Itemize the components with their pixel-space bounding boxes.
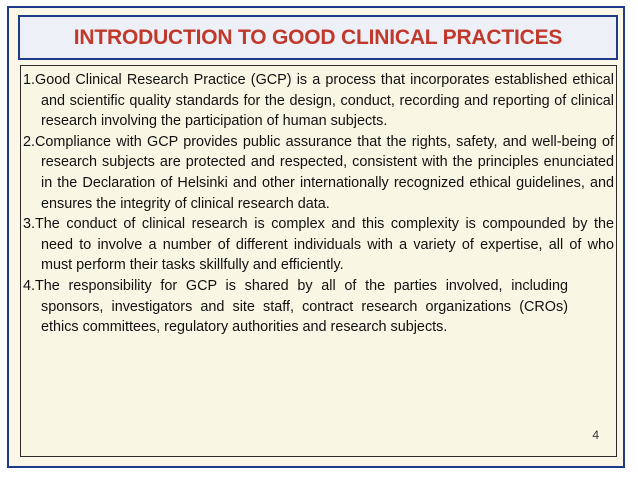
point-4: 4.The responsibility for GCP is shared by all of the parties involved, including sponsors, investigators and site staff, contract research organizations (CROs) ethics committees, regulatory authorities and research subjects. bbox=[23, 277, 568, 336]
point-3: 3.The conduct of clinical research is complex and this complexity is compounded by the need to involve a number of different individuals with a variety of expertise, all of who must perform their tasks skillfully and efficiently. bbox=[23, 216, 614, 274]
slide-number: 4 bbox=[592, 428, 599, 442]
point-2: 2.Compliance with GCP provides public assurance that the rights, safety, and well-being of research subjects are protected and respected, consistent with the principles enunciated in the Declaration of Helsinki and other internationally recognized ethical guidelines, and ensures the integrity of clinical research data. bbox=[23, 133, 614, 212]
content-box bbox=[20, 65, 617, 457]
slide-frame bbox=[7, 6, 625, 468]
point-1: 1.Good Clinical Research Practice (GCP) is a process that incorporates established ethical and scientific quality standards for the design, conduct, recording and reporting of clinical research involving the participation of human subjects. bbox=[23, 72, 614, 130]
title-bar bbox=[18, 15, 618, 60]
slide-title: INTRODUCTION TO GOOD CLINICAL PRACTICES bbox=[73, 25, 563, 49]
